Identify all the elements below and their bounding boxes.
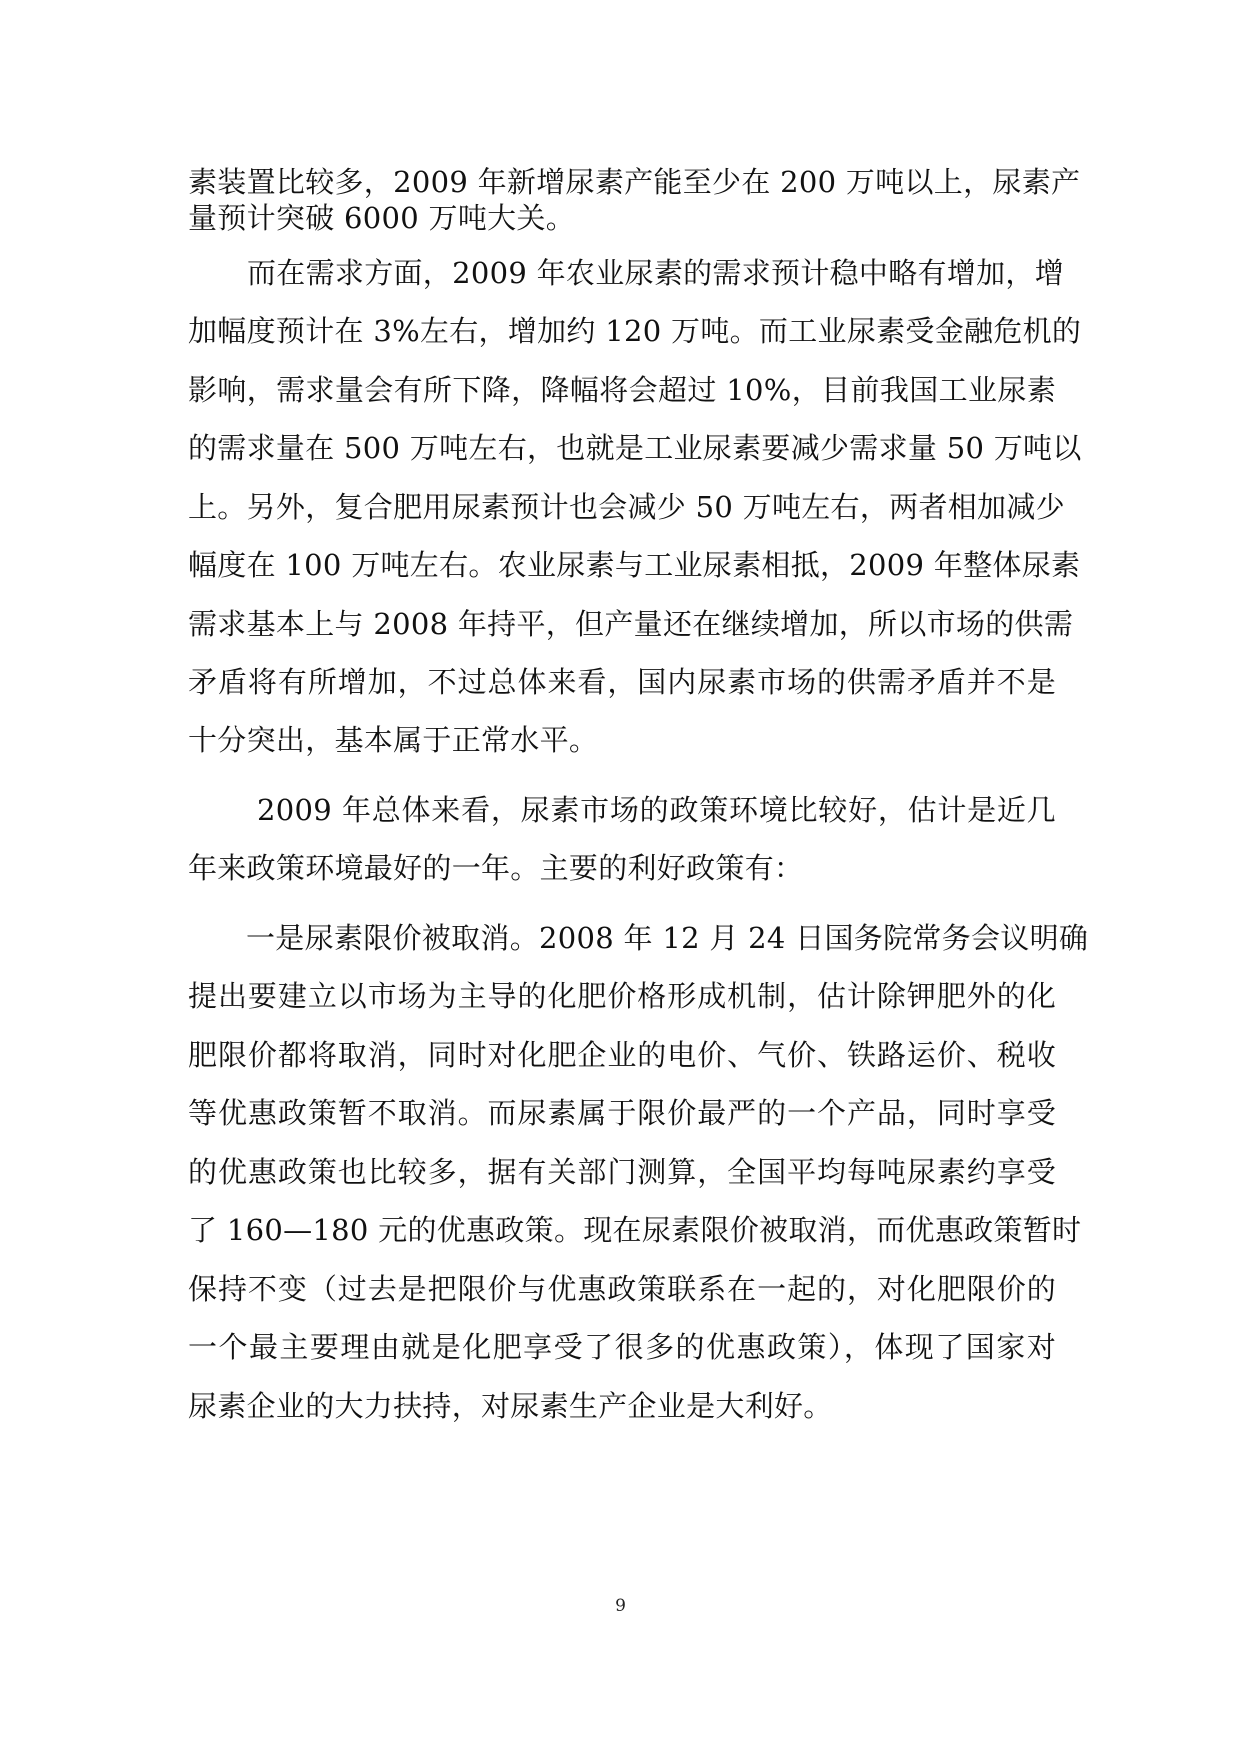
text-line: 影响，需求量会有所下降，降幅将会超过 10%，目前我国工业尿素	[188, 373, 1056, 407]
text-line: 一个最主要理由就是化肥享受了很多的优惠政策），体现了国家对	[188, 1330, 1056, 1364]
text-line: 肥限价都将取消，同时对化肥企业的电价、气价、铁路运价、税收	[188, 1038, 1056, 1072]
text-line: 等优惠政策暂不取消。而尿素属于限价最严的一个产品，同时享受	[188, 1096, 1056, 1130]
text-line: 素装置比较多，2009 年新增尿素产能至少在 200 万吨以上，尿素产	[188, 165, 1081, 199]
text-line: 需求基本上与 2008 年持平，但产量还在继续增加，所以市场的供需	[188, 607, 1074, 641]
paragraph-start-line: 2009 年总体来看，尿素市场的政策环境比较好，估计是近几	[257, 793, 1056, 827]
text-line: 的优惠政策也比较多，据有关部门测算，全国平均每吨尿素约享受	[188, 1155, 1056, 1189]
text-line: 加幅度预计在 3%左右，增加约 120 万吨。而工业尿素受金融危机的	[188, 314, 1082, 348]
text-line: 尿素企业的大力扶持，对尿素生产企业是大利好。	[188, 1389, 833, 1423]
paragraph-start-line: 一是尿素限价被取消。2008 年 12 月 24 日国务院常务会议明确	[246, 921, 1089, 955]
text-line: 幅度在 100 万吨左右。农业尿素与工业尿素相抵，2009 年整体尿素	[188, 548, 1081, 582]
page-number: 9	[615, 1596, 626, 1616]
text-line: 上。另外，复合肥用尿素预计也会减少 50 万吨左右，两者相加减少	[188, 490, 1065, 524]
text-line: 了 160—180 元的优惠政策。现在尿素限价被取消，而优惠政策暂时	[188, 1213, 1082, 1247]
text-line: 量预计突破 6000 万吨大关。	[188, 201, 576, 235]
text-line: 保持不变（过去是把限价与优惠政策联系在一起的，对化肥限价的	[188, 1272, 1056, 1306]
paragraph-start-line: 而在需求方面，2009 年农业尿素的需求预计稳中略有增加，增	[247, 256, 1065, 290]
text-line: 十分突出，基本属于正常水平。	[188, 723, 599, 757]
text-line: 的需求量在 500 万吨左右，也就是工业尿素要减少需求量 50 万吨以	[188, 431, 1082, 465]
text-line: 年来政策环境最好的一年。主要的利好政策有：	[188, 851, 804, 885]
text-line: 矛盾将有所增加，不过总体来看，国内尿素市场的供需矛盾并不是	[188, 665, 1056, 699]
text-line: 提出要建立以市场为主导的化肥价格形成机制，估计除钾肥外的化	[188, 979, 1056, 1013]
